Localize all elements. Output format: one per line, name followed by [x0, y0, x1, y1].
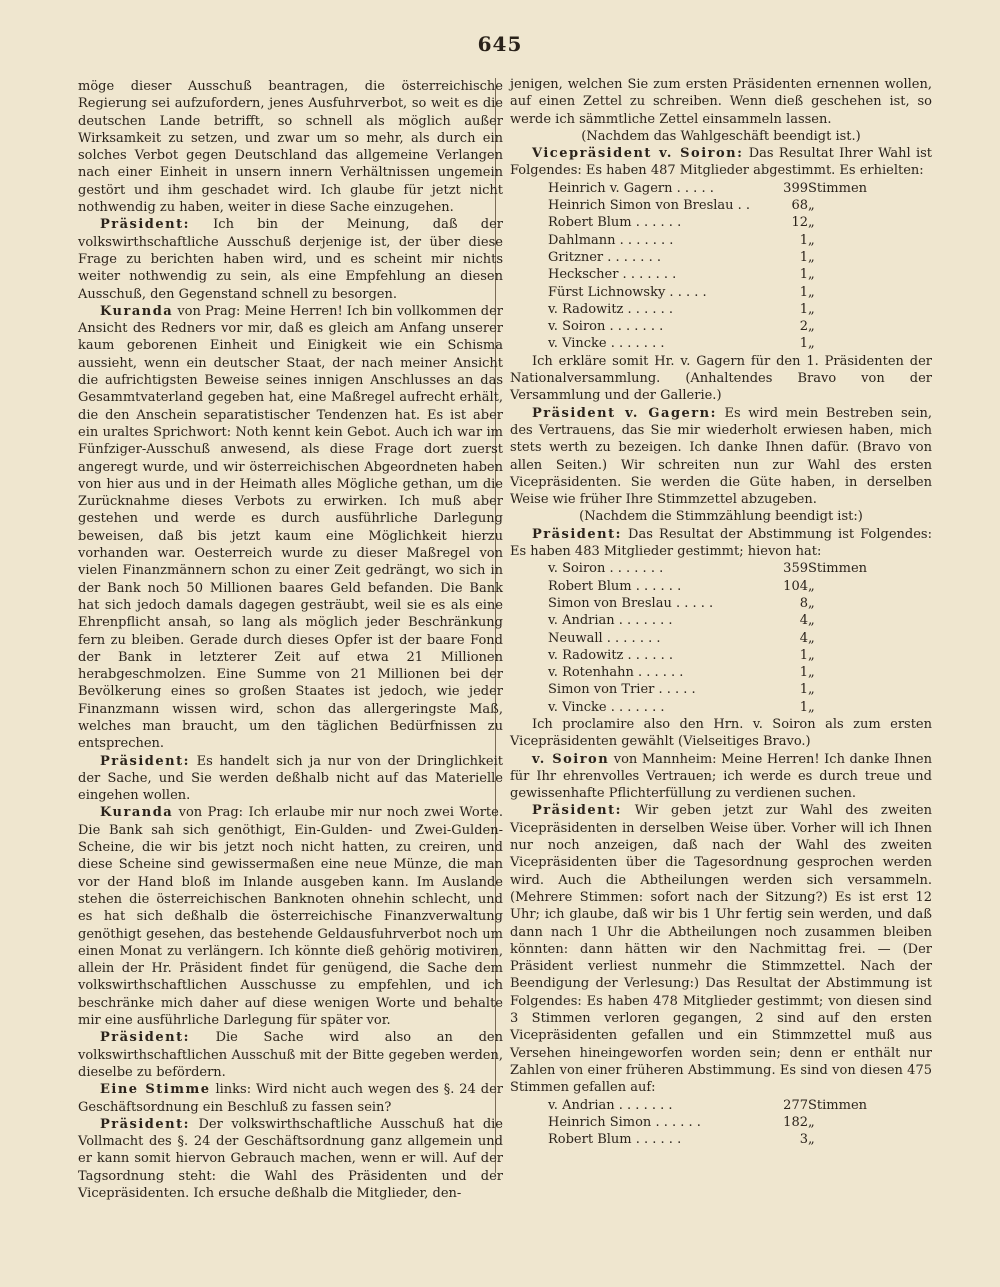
page-number: 645	[477, 32, 523, 56]
paragraph-text: von Mannheim: Meine Herren! Ich danke Ihnen für Ihr ehrenvolles Vertrauen; ich werde es durch treue und gewissenhafte Pflichterfüllung zu verdienen suchen.	[510, 751, 932, 802]
vote-table-first-president	[548, 180, 878, 353]
vote-unit: „	[808, 301, 815, 317]
paragraph	[78, 753, 503, 805]
candidate-name: v. Andrian . . . . . . .	[548, 1097, 673, 1113]
vote-count: 277	[783, 1097, 808, 1113]
vote-count: 68	[791, 198, 808, 214]
vote-row	[548, 335, 878, 352]
vote-unit: „	[808, 578, 815, 594]
vote-unit: „	[808, 699, 815, 715]
vote-count: 2	[799, 319, 808, 335]
paragraph	[78, 804, 503, 1029]
vote-count: 399	[783, 180, 808, 196]
speaker: Präsident:	[100, 1030, 190, 1046]
vote-unit: „	[808, 267, 815, 283]
candidate-name: Fürst Lichnowsky . . . . .	[548, 284, 707, 300]
vote-row	[548, 284, 878, 301]
vote-row	[548, 266, 878, 283]
vote-count: 1	[799, 301, 808, 317]
vote-row	[548, 180, 878, 197]
speaker: Eine Stimme	[100, 1082, 211, 1098]
vote-row	[548, 1131, 878, 1148]
vote-count: 4	[799, 630, 808, 646]
vote-unit: „	[808, 198, 815, 214]
candidate-name: v. Radowitz . . . . . .	[548, 647, 673, 663]
vote-row	[548, 214, 878, 231]
candidate-name: Robert Blum . . . . . .	[548, 578, 682, 594]
vote-unit: „	[808, 682, 815, 698]
vote-row	[548, 612, 878, 629]
candidate-name: Heinrich v. Gagern . . . . .	[548, 180, 714, 196]
speaker: Vicepräsident v. Soiron:	[532, 146, 744, 162]
vote-unit: Stimmen	[808, 561, 868, 577]
paragraph-text: Wir geben jetzt zur Wahl des zweiten Vicepräsidenten in derselben Weise über. Vorher will ich Ihnen nur noch anzeigen, daß nach der Wahl des zweiten Vicepräsidenten über die Tagesordnung gesprochen werden wird. Auch die Abtheilungen werden sich versammeln. (Mehrere Stimmen: sofort nach der Sitzung?) Es ist erst 12 Uhr; ich glaube, daß wir bis 1 Uhr fertig sein werden, und daß dann nach 1 Uhr die Abtheilungen noch zusammen bleiben könnten: dann hätten wir den Nachmittag frei. — (Der Präsident verliest nunmehr die Stimmzettel. Nach der Beendigung der Verlesung:) Das Resultat der Abstimmung ist Folgendes: Es haben 478 Mitglieder gestimmt; von diesen sind 3 Stimmen verloren gegangen, 2 sind auf den ersten Vicepräsidenten gefallen und ein Stimmzettel muß aus Versehen hineingeworfen worden sein; denn er enthält nur Zahlen von einer früheren Abstimmung. Es sind von diesen 475 Stimmen gefallen auf:	[510, 803, 932, 1096]
paragraph-text: links: Wird nicht auch wegen des §. 24 der Geschäftsordnung ein Beschluß zu fassen sein?	[78, 1082, 503, 1115]
vote-row	[548, 1114, 878, 1131]
candidate-name: Robert Blum . . . . . .	[548, 1132, 682, 1148]
speaker: Präsident:	[100, 1116, 190, 1132]
vote-count: 1	[799, 267, 808, 283]
candidate-name: Neuwall . . . . . . .	[548, 630, 661, 646]
vote-row	[548, 197, 878, 214]
paragraph-text: Das Resultat Ihrer Wahl ist Folgendes: Es haben 487 Mitglieder abgestimmt. Es erhielten:	[510, 146, 932, 179]
paragraph	[510, 751, 932, 803]
vote-row	[548, 560, 878, 577]
speaker: Präsident v. Gagern:	[532, 405, 717, 421]
vote-count: 182	[783, 1114, 808, 1130]
vote-unit: „	[808, 319, 815, 335]
paragraph	[510, 802, 932, 1096]
vote-unit: „	[808, 284, 815, 300]
paragraph	[510, 145, 932, 180]
vote-unit: „	[808, 1114, 815, 1130]
candidate-name: Heckscher . . . . . . .	[548, 267, 677, 283]
vote-count: 1	[799, 284, 808, 300]
vote-row	[548, 664, 878, 681]
candidate-name: v. Soiron . . . . . . .	[548, 319, 664, 335]
speaker: Präsident:	[532, 526, 622, 542]
vote-unit: „	[808, 232, 815, 248]
vote-row	[548, 630, 878, 647]
vote-count: 1	[799, 249, 808, 265]
vote-count: 1	[799, 647, 808, 663]
vote-count: 1	[799, 699, 808, 715]
paragraph-text: Es wird mein Bestreben sein, des Vertrauens, das Sie mir wiederholt erwiesen haben, mich stets werth zu bezeigen. Ich danke Ihnen dafür. (Bravo von allen Seiten.) Wir schreiten nun zur Wahl des ersten Vicepräsidenten. Sie werden die Güte haben, in derselben Weise wie früher Ihre Stimmzettel abzugeben.	[510, 405, 932, 508]
speaker: Präsident:	[100, 217, 190, 233]
candidate-name: Heinrich Simon von Breslau . .	[548, 198, 751, 214]
vote-table-second-vicepresident	[548, 1097, 878, 1149]
candidate-name: Heinrich Simon . . . . . .	[548, 1114, 701, 1130]
paragraph	[510, 405, 932, 509]
speaker: Präsident:	[532, 803, 622, 819]
paragraph	[78, 216, 503, 302]
candidate-name: Simon von Trier . . . . .	[548, 682, 696, 698]
vote-unit: „	[808, 1132, 815, 1148]
paragraph-text: Der volkswirthschaftliche Ausschuß hat die Vollmacht des §. 24 der Geschäftsordnung ganz allgemein und er kann somit hiervon Gebrauch machen, wenn er will. Auf der Tagsordnung steht: die Wahl des Präsidenten und der Vicepräsidenten. Ich ersuche deßhalb die Mitglieder, den-	[78, 1116, 503, 1201]
candidate-name: v. Vincke . . . . . . .	[548, 699, 665, 715]
right-column	[510, 76, 932, 1148]
paragraph	[510, 526, 932, 561]
vote-row	[548, 318, 878, 335]
vote-count: 1	[799, 232, 808, 248]
vote-row	[548, 681, 878, 698]
vote-unit: „	[808, 613, 815, 629]
stage-direction: (Nachdem das Wahlgeschäft beendigt ist.)	[581, 128, 861, 144]
vote-count: 12	[791, 215, 808, 231]
vote-unit: „	[808, 336, 815, 352]
vote-row	[548, 699, 878, 716]
left-column	[78, 78, 503, 1202]
paragraph: jenigen, welchen Sie zum ersten Präsidenten ernennen wollen, auf einen Zettel zu schreiben. Wenn dieß geschehen ist, so werde ich sämmtliche Zettel einsammeln lassen.	[510, 77, 932, 127]
candidate-name: v. Andrian . . . . . . .	[548, 613, 673, 629]
vote-unit: „	[808, 665, 815, 681]
vote-row	[548, 301, 878, 318]
vote-count: 3	[799, 1132, 808, 1148]
paragraph: Ich proclamire also den Hrn. v. Soiron als zum ersten Vicepräsidenten gewählt (Vielseitiges Bravo.)	[510, 716, 932, 750]
speaker: Kuranda	[100, 805, 174, 821]
candidate-name: Dahlmann . . . . . . .	[548, 232, 674, 248]
paragraph-text: von Prag: Ich erlaube mir nur noch zwei Worte. Die Bank sah sich genöthigt, Ein-Gulden- und Zwei-Gulden-Scheine, die wir bis jetzt noch nicht hatten, zu creiren, und diese Scheine sind gewissermaßen eine neue Münze, die man vor der Hand bloß im Inlande ausgeben kann. Im Auslande stehen die österreichischen Banknoten ohnehin schlecht, und es hat sich deßhalb die österreichische Finanzverwaltung genöthigt gesehen, das bestehende Geldausfuhrverbot noch um einen Monat zu verlängern. Ich könnte dieß gehörig motiviren, allein der Hr. Präsident findet für genügend, die Sache dem volkswirthschaftlichen Ausschusse zu empfehlen, und ich beschränke mich daher auf diese wenigen Worte und behalte mir eine ausführliche Darlegung für später vor.	[78, 805, 503, 1029]
paragraph	[78, 1029, 503, 1081]
vote-unit: Stimmen	[808, 1097, 868, 1113]
candidate-name: v. Rotenhahn . . . . . .	[548, 665, 684, 681]
paragraph	[78, 1116, 503, 1202]
paragraph-text: von Prag: Meine Herren! Ich bin vollkommen der Ansicht des Redners vor mir, daß es gleich am Anfang unserer kaum geborenen Einheit und Einigkeit wie ein Schisma aussieht, wenn ein deutscher Staat, der nach meiner Ansicht die aufrichtigsten Beweise seines innigen Anschlusses an das Gesammtvaterland gegeben hat, eine Maßregel aufrecht erhält, die den Anschein separatistischer Tendenzen hat. Es ist aber ein uraltes Sprichwort: Noth kennt kein Gebot. Auch ich war im Fünfziger-Ausschuß anwesend, als diese Frage dort zuerst angeregt wurde, und wir österreichischen Abgeordneten haben von hier aus und in der Heimath alles Mögliche gethan, um die Zurücknahme dieses Verbots zu erwirken. Ich muß aber gestehen und werde es durch ausführliche Darlegung beweisen, daß bis jetzt kaum eine Möglichkeit hierzu vorhanden war. Oesterreich wurde zu dieser Maßregel von vielen Finanzmännern schon zu einer Zeit gedrängt, wo sich in der Bank noch 50 Millionen baares Geld befanden. Die Bank hat sich jedoch damals dagegen gesträubt, weil sie es als eine Ehrenpflicht ansah, so lang als möglich jeder Beschränkung fern zu bleiben. Gerade durch dieses Opfer ist der baare Fond der Bank in letzterer Zeit auf etwa 21 Millionen herabgeschmolzen. Eine Summe von 21 Millionen bei der Bevölkerung eines so großen Staates ist jedoch, wie jeder Finanzmann wissen wird, schon das allergeringste Maß, welches man braucht, um den täglichen Bedürfnissen zu entsprechen.	[78, 303, 503, 752]
paragraph	[78, 303, 503, 753]
candidate-name: Robert Blum . . . . . .	[548, 215, 682, 231]
candidate-name: v. Soiron . . . . . . .	[548, 561, 664, 577]
paragraph: Ich erkläre somit Hr. v. Gagern für den 1. Präsidenten der Nationalversammlung. (Anhaltendes Bravo von der Versammlung und der Gallerie.)	[510, 353, 932, 404]
vote-row	[548, 647, 878, 664]
vote-count: 1	[799, 665, 808, 681]
vote-count: 1	[799, 336, 808, 352]
vote-unit: „	[808, 595, 815, 611]
vote-unit: „	[808, 647, 815, 663]
vote-unit: „	[808, 215, 815, 231]
candidate-name: Gritzner . . . . . . .	[548, 249, 661, 265]
speaker: Kuranda	[100, 303, 174, 319]
paragraph	[78, 1081, 503, 1116]
candidate-name: Simon von Breslau . . . . .	[548, 595, 714, 611]
vote-unit: „	[808, 249, 815, 265]
candidate-name: v. Vincke . . . . . . .	[548, 336, 665, 352]
vote-row	[548, 249, 878, 266]
paragraph: möge dieser Ausschuß beantragen, die österreichische Regierung sei aufzufordern, jenes Ausfuhrverbot, so weit es die deutschen Lande betrifft, so schnell als möglich außer Wirksamkeit zu setzen, und zwar um so mehr, als durch ein solches Verbot gegen Deutschland das allgemeine Verlangen nach einer Einheit in unsern innern Verhältnissen ungemein gestört und ihm geschadet wird. Ich glaube für jetzt nicht nothwendig zu haben, weiter in diese Sache einzugehen.	[78, 79, 503, 216]
vote-count: 359	[783, 561, 808, 577]
vote-count: 4	[799, 613, 808, 629]
stage-direction: (Nachdem die Stimmzählung beendigt ist:)	[579, 509, 863, 525]
vote-count: 104	[783, 578, 808, 594]
vote-row	[548, 578, 878, 595]
speaker: Präsident:	[100, 753, 190, 769]
vote-count: 1	[799, 682, 808, 698]
vote-row	[548, 595, 878, 612]
vote-row	[548, 232, 878, 249]
paragraph-text: Ich bin der Meinung, daß der volkswirthschaftliche Ausschuß derjenige ist, der über diese Frage zu berichten haben wird, und es scheint mir nichts weiter nothwendig zu sein, als eine Empfehlung an diesen Ausschuß, den Gegenstand schnell zu besorgen.	[78, 217, 503, 302]
speaker: v. Soiron	[532, 751, 610, 767]
vote-row	[548, 1097, 878, 1114]
candidate-name: v. Radowitz . . . . . .	[548, 301, 673, 317]
vote-unit: Stimmen	[808, 180, 868, 196]
vote-table-first-vicepresident	[548, 560, 878, 716]
paragraph-text: Die Sache wird also an den volkswirthschaftlichen Ausschuß mit der Bitte gegeben werden, dieselbe zu befördern.	[78, 1030, 503, 1080]
vote-count: 8	[799, 595, 808, 611]
vote-unit: „	[808, 630, 815, 646]
paragraph-text: Das Resultat der Abstimmung ist Folgendes: Es haben 483 Mitglieder gestimmt; hievon hat:	[510, 526, 932, 560]
paragraph-text: Es handelt sich ja nur von der Dringlichkeit der Sache, und Sie werden deßhalb nicht auf das Materielle eingehen wollen.	[78, 753, 503, 804]
